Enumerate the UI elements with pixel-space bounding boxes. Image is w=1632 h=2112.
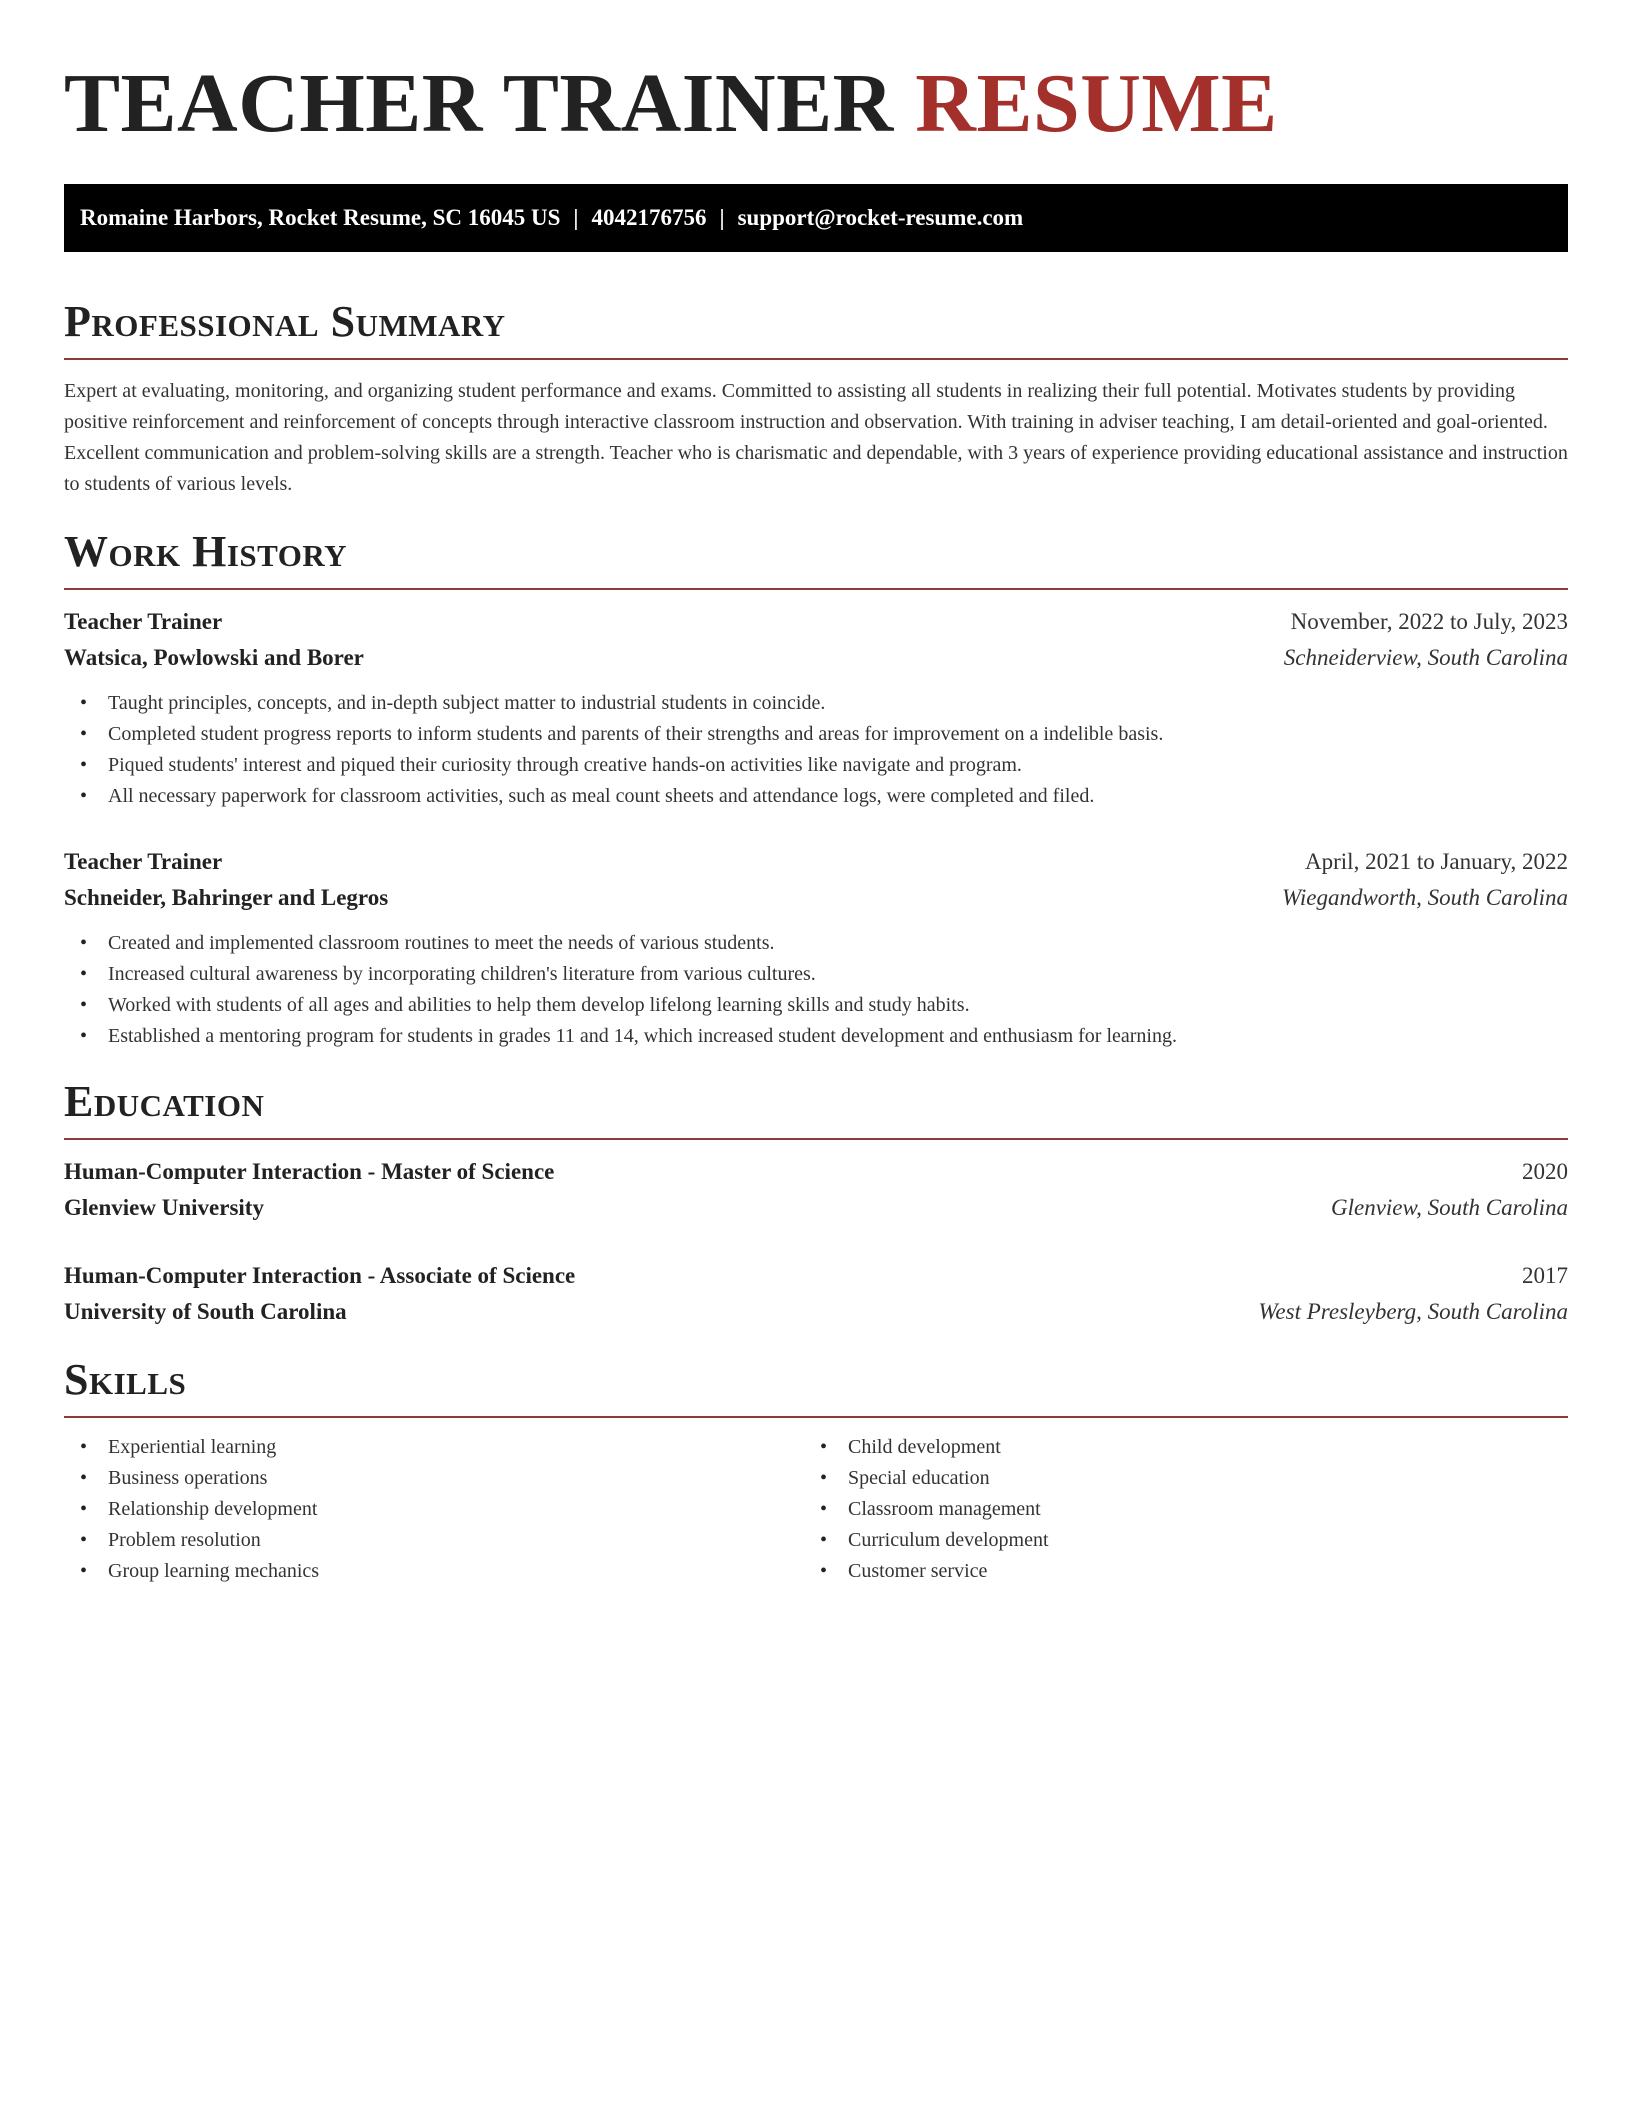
skill-item: • Curriculum development <box>820 1525 1544 1556</box>
section-heading-work-history: Work History <box>64 527 348 576</box>
job-bullets <box>64 688 1568 812</box>
contact-separator: | <box>719 205 725 230</box>
job-bullet: • Taught principles, concepts, and in-depth subject matter to industrial students in coincide. <box>80 688 1568 719</box>
job-company: Watsica, Powlowski and Borer <box>64 645 364 670</box>
skills-column-right <box>804 1432 1544 1587</box>
section-divider <box>64 358 1568 360</box>
job-dates: April, 2021 to January, 2022 <box>1305 849 1568 874</box>
contact-bar <box>64 184 1568 252</box>
job-bullet: • Increased cultural awareness by incorporating children's literature from various cultures. <box>80 959 1568 990</box>
job-company: Schneider, Bahringer and Legros <box>64 885 389 910</box>
skill-item: • Group learning mechanics <box>80 1556 804 1587</box>
job-entry <box>64 604 1568 812</box>
job-bullet: • Created and implemented classroom routines to meet the needs of various students. <box>80 928 1568 959</box>
job-location: Wiegandworth, South Carolina <box>1281 885 1568 910</box>
title-main: TEACHER TRAINER <box>64 57 894 150</box>
section-divider <box>64 588 1568 590</box>
education-entry <box>64 1154 1568 1226</box>
education-year: 2017 <box>1522 1263 1568 1288</box>
education-location: West Presleyberg, South Carolina <box>1258 1299 1568 1324</box>
section-heading-summary: Professional Summary <box>64 297 506 346</box>
job-bullet: • All necessary paperwork for classroom activities, such as meal count sheets and attendance logs, were completed and filed. <box>80 781 1568 812</box>
contact-separator: | <box>573 205 579 230</box>
education-year: 2020 <box>1522 1159 1568 1184</box>
skills-list <box>804 1432 1544 1587</box>
job-title: Teacher Trainer <box>64 609 223 634</box>
summary-text: Expert at evaluating, monitoring, and organizing student performance and exams. Committed to assisting all students in realizing their full potential. Motivates students by providing positive reinforcement and reinforcement of concepts through interactive classroom instruction and observation. With training in adviser teaching, I am detail-oriented and goal-oriented. Excellent communication and problem-solving skills are a strength. Teacher who is charismatic and dependable, with 3 years of experience providing educational assistance and instruction to students of various levels. <box>64 380 1568 495</box>
contact-email: support@rocket-resume.com <box>737 205 1024 230</box>
education-section <box>64 1076 1568 1330</box>
skill-item: • Customer service <box>820 1556 1544 1587</box>
skill-item: • Business operations <box>80 1463 804 1494</box>
skills-column-left <box>64 1432 804 1587</box>
education-location: Glenview, South Carolina <box>1330 1195 1568 1220</box>
skill-item: • Relationship development <box>80 1494 804 1525</box>
skill-item: • Special education <box>820 1463 1544 1494</box>
job-entry <box>64 844 1568 1052</box>
summary-section <box>64 296 1568 500</box>
job-title: Teacher Trainer <box>64 849 223 874</box>
skill-item: • Problem resolution <box>80 1525 804 1556</box>
job-bullet: • Worked with students of all ages and abilities to help them develop lifelong learning skills and study habits. <box>80 990 1568 1021</box>
job-dates: November, 2022 to July, 2023 <box>1290 609 1568 634</box>
work-history-section <box>64 526 1568 1052</box>
section-divider <box>64 1138 1568 1140</box>
job-bullet: • Established a mentoring program for students in grades 11 and 14, which increased student development and enthusiasm for learning. <box>80 1021 1568 1052</box>
skill-item: • Experiential learning <box>80 1432 804 1463</box>
job-location: Schneiderview, South Carolina <box>1283 645 1568 670</box>
job-bullet: • Piqued students' interest and piqued their curiosity through creative hands-on activities like navigate and program. <box>80 750 1568 781</box>
section-heading-skills: Skills <box>64 1355 187 1404</box>
job-bullet: • Completed student progress reports to inform students and parents of their strengths and areas for improvement on a indelible basis. <box>80 719 1568 750</box>
contact-phone: 4042176756 <box>591 205 707 230</box>
contact-address: Romaine Harbors, Rocket Resume, SC 16045 US <box>80 205 561 230</box>
skill-item: • Classroom management <box>820 1494 1544 1525</box>
education-school: Glenview University <box>64 1195 264 1220</box>
education-school: University of South Carolina <box>64 1299 347 1324</box>
section-heading-education: Education <box>64 1077 265 1126</box>
education-entry <box>64 1258 1568 1330</box>
skills-list <box>64 1432 804 1587</box>
job-bullets <box>64 928 1568 1052</box>
education-degree: Human-Computer Interaction - Associate of Science <box>64 1263 576 1288</box>
section-divider <box>64 1416 1568 1418</box>
skills-section <box>64 1354 1568 1587</box>
skill-item: • Child development <box>820 1432 1544 1463</box>
skills-grid <box>64 1432 1568 1587</box>
resume-title <box>64 58 1568 150</box>
title-accent: RESUME <box>915 57 1278 150</box>
education-degree: Human-Computer Interaction - Master of Science <box>64 1159 555 1184</box>
